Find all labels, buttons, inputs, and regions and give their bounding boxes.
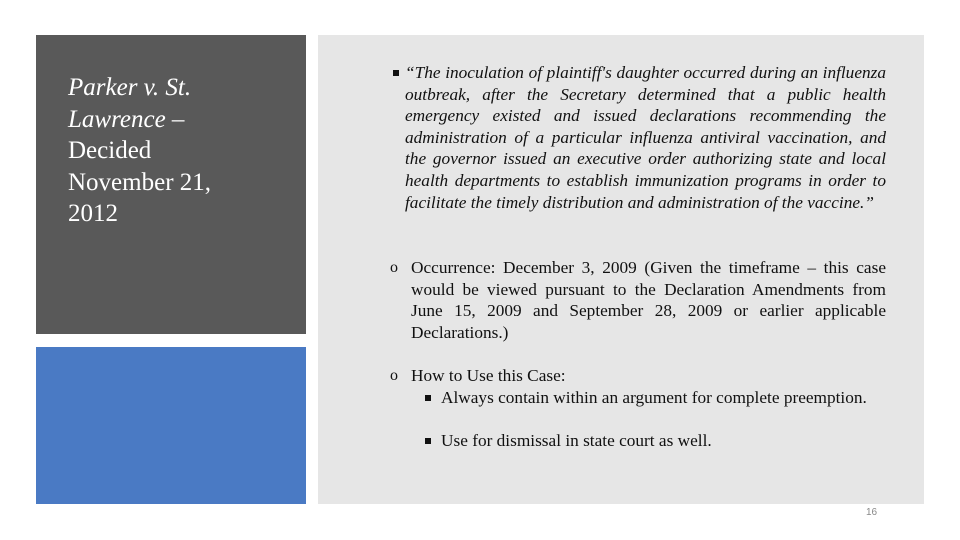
title-line: Decided xyxy=(68,137,152,164)
quote-text: “The inoculation of plaintiff's daughter occurred during an influenza outbreak, after the Secretary determined that a public health emergency existed and issued declarations recommending the administration of a particular influenza antiviral vaccination, and the governor issued an executive order authorizing state and local health departments to establish immunization programs in order to facilitate the timely distribution and administration of the vaccine.” xyxy=(405,63,886,212)
how-to-use-item: Use for dismissal in state court as well. xyxy=(441,431,712,450)
how-to-use-heading: How to Use this Case: xyxy=(411,366,566,385)
square-bullet-icon xyxy=(393,62,399,84)
square-bullet-icon xyxy=(425,430,431,452)
square-bullet-icon xyxy=(425,387,431,409)
slide-title xyxy=(68,72,288,230)
circle-bullet-icon: o xyxy=(390,367,398,384)
accent-box xyxy=(36,347,306,504)
title-line: Lawrence – xyxy=(68,105,185,133)
occurrence-text: Occurrence: December 3, 2009 (Given the timeframe – this case would be viewed pursuant to the Declaration Amendments from June 15, 2009 and September 28, 2009 or earlier applicable Declarations.) xyxy=(411,258,886,342)
title-line: 2012 xyxy=(68,200,118,227)
title-line: November 21, xyxy=(68,168,212,196)
how-to-use-item: Always contain within an argument for complete preemption. xyxy=(441,388,867,407)
circle-bullet-icon: o xyxy=(390,259,398,276)
title-line: Parker v. St. xyxy=(68,74,192,101)
page-number: 16 xyxy=(866,507,878,518)
